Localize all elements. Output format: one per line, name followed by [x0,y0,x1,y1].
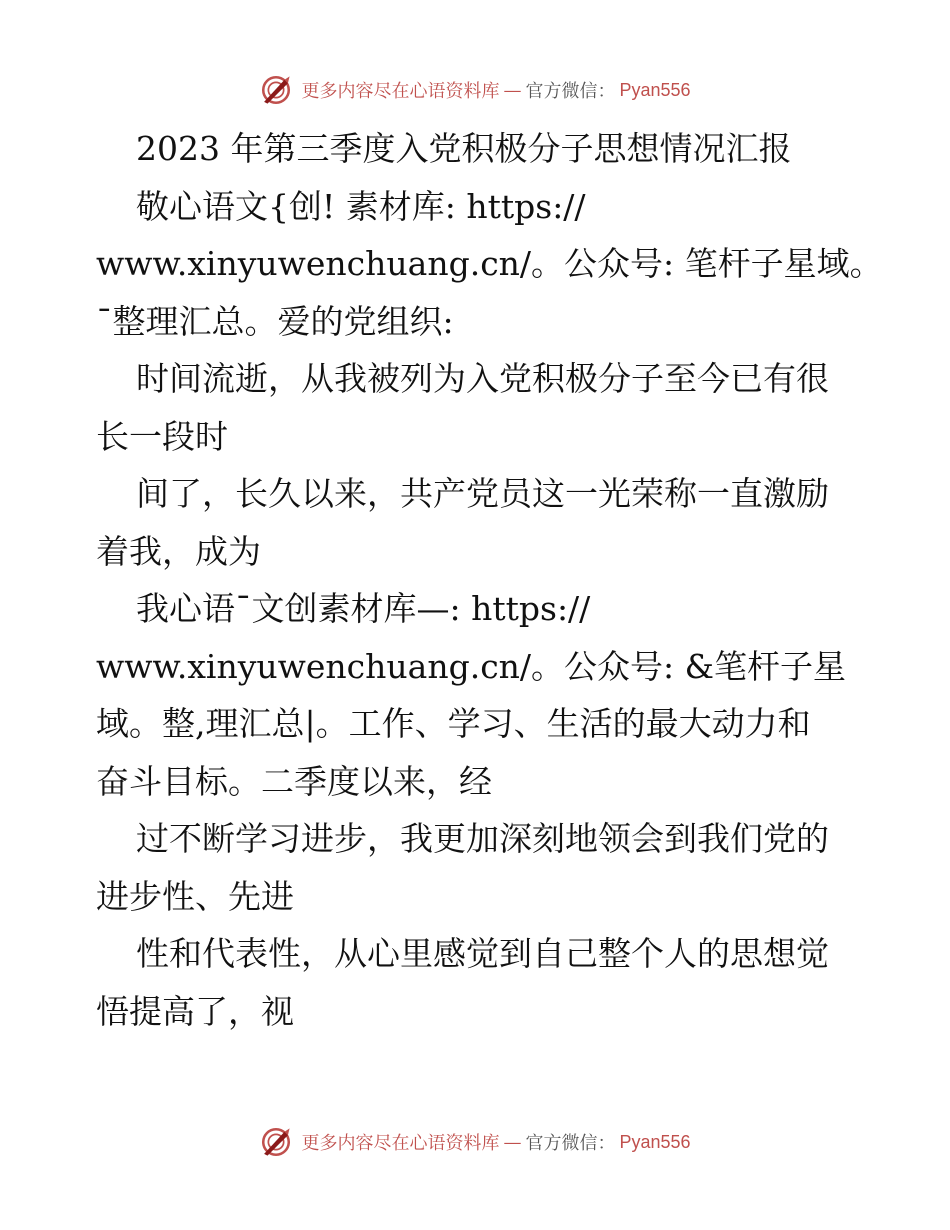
text-line: 奋斗目标。二季度以来，经 [96,761,492,801]
text-line: 我心语¯文创素材库—: https:// [136,589,591,628]
text-line: www.xinyuwenchuang.cn/。公众号: &笔杆子星 [96,646,847,686]
footer-dash: — [503,1131,522,1153]
header-wechat-id: Pyan556 [619,79,691,100]
quill-circle-logo-icon [259,1125,293,1159]
text-line: 敬心语文{创! 素材库: https:// [136,186,586,226]
document-body [96,120,883,1040]
text-line: 着我，成为 [96,531,261,571]
header-wechat-label: 官方微信： [525,81,616,102]
text-line: 时间流逝，从我被列为入党积极分子至今已有很 [136,359,829,398]
text-line: 进步性、先进 [96,876,294,916]
text-line: 性和代表性，从心里感觉到自己整个人的思想觉 [136,934,829,973]
footer-main-text: 更多内容尽在心语资料库 [301,1133,500,1154]
page-footer [0,1122,950,1162]
footer-wechat-id: Pyan556 [619,1131,691,1152]
document-title: 2023 年第三季度入党积极分子思想情况汇报 [136,129,792,168]
text-line: www.xinyuwenchuang.cn/。公众号: 笔杆子星域。 [96,244,883,283]
header-main-text: 更多内容尽在心语资料库 [301,81,500,102]
quill-circle-logo-icon [259,73,293,107]
footer-wechat-label: 官方微信： [525,1133,616,1154]
text-line: 间了，长久以来，共产党员这一光荣称一直激励 [136,474,829,513]
text-line: 过不断学习进步，我更加深刻地领会到我们党的 [136,819,829,858]
page-header [0,70,950,110]
header-dash: — [503,79,522,101]
text-line: 域。整,理汇总|。工作、学习、生活的最大动力和 [96,704,811,743]
text-line: 长一段时 [96,416,228,456]
text-line: 悟提高了，视 [96,991,294,1031]
text-line: ¯整理汇总。爱的党组织: [96,301,454,341]
